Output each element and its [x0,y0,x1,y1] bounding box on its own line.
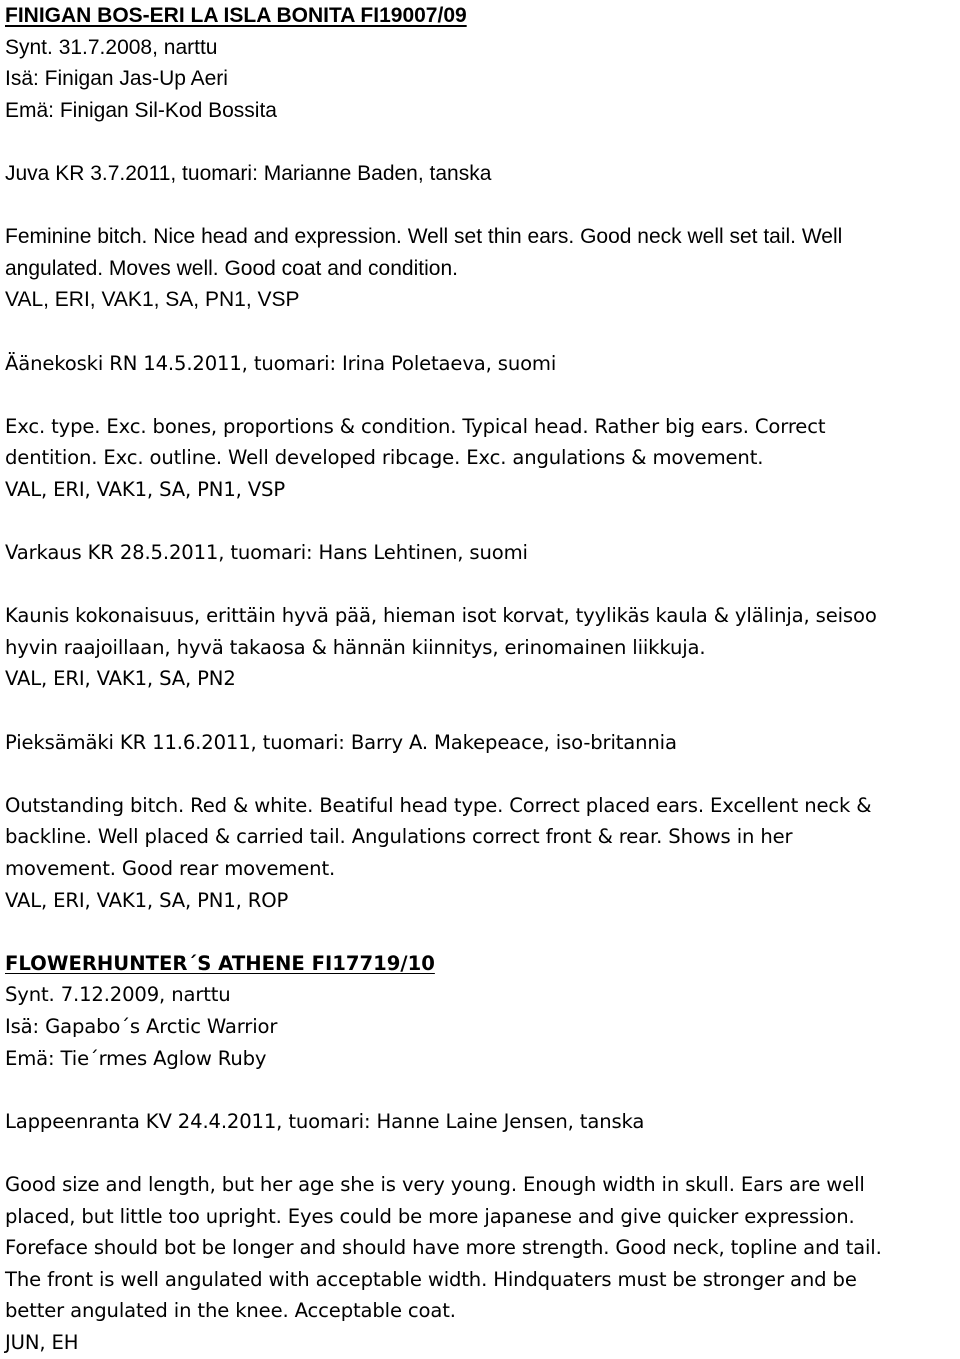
critique-line: Good size and length, but her age she is very young. Enough width in skull. Ears are well [5,1172,865,1196]
critique-line: dentition. Exc. outline. Well developed ribcage. Exc. angulations & movement. [5,446,764,470]
critique-line: hyvin raajoillaan, hyvä takaosa & hännän kiinnitys, erinomainen liikkuja. [5,635,706,659]
spacer [5,126,955,158]
spacer [5,1074,955,1106]
dog-dam: Emä: Tie´rmes Aglow Ruby [5,1046,267,1070]
spacer [5,506,955,538]
dog-dam: Emä: Finigan Sil-Kod Bossita [5,98,277,122]
dog-birth-info: Synt. 31.7.2008, narttu [5,35,218,59]
critique-line: Feminine bitch. Nice head and expression. Well set thin ears. Good neck well set tail. Well [5,225,843,249]
spacer [5,758,955,790]
spacer [5,1137,955,1169]
spacer [5,316,955,348]
dog-title: FINIGAN BOS-ERI LA ISLA BONITA FI19007/09 [5,4,467,27]
dog-birth-info: Synt. 7.12.2009, narttu [5,983,231,1007]
critique-line: backline. Well placed & carried tail. Angulations correct front & rear. Shows in her [5,825,793,849]
show-header: Äänekoski RN 14.5.2011, tuomari: Irina Poletaeva, suomi [5,351,557,375]
critique-line: angulated. Moves well. Good coat and condition. [5,256,458,280]
critique-line: Kaunis kokonaisuus, erittäin hyvä pää, hieman isot korvat, tyylikäs kaula & ylälinja, seisoo [5,604,877,628]
spacer [5,916,955,948]
critique-line: Outstanding bitch. Red & white. Beatiful head type. Correct placed ears. Excellent neck & [5,793,872,817]
show-result: JUN, EH [5,1330,79,1354]
critique-line: The front is well angulated with acceptable width. Hindquaters must be stronger and be [5,1267,857,1291]
show-result: VAL, ERI, VAK1, SA, PN1, VSP [5,477,285,501]
show-header: Lappeenranta KV 24.4.2011, tuomari: Hanne Laine Jensen, tanska [5,1109,645,1133]
show-header: Juva KR 3.7.2011, tuomari: Marianne Baden, tanska [5,161,492,185]
spacer [5,190,955,222]
dog-title: FLOWERHUNTER´S ATHENE FI17719/10 [5,951,435,975]
critique-line: Foreface should bot be longer and should have more strength. Good neck, topline and tail. [5,1236,882,1260]
spacer [5,379,955,411]
spacer [5,569,955,601]
show-result: VAL, ERI, VAK1, SA, PN2 [5,667,236,691]
show-result: VAL, ERI, VAK1, SA, PN1, ROP [5,888,289,912]
show-result: VAL, ERI, VAK1, SA, PN1, VSP [5,288,300,312]
spacer [5,695,955,727]
show-header: Varkaus KR 28.5.2011, tuomari: Hans Lehtinen, suomi [5,541,528,565]
show-header: Pieksämäki KR 11.6.2011, tuomari: Barry A. Makepeace, iso-britannia [5,730,677,754]
critique-line: movement. Good rear movement. [5,857,336,881]
critique-line: placed, but little too upright. Eyes could be more japanese and give quicker expression. [5,1204,855,1228]
critique-line: better angulated in the knee. Acceptable coat. [5,1299,456,1323]
dog-sire: Isä: Gapabo´s Arctic Warrior [5,1015,278,1038]
document-page [5,0,955,1359]
dog-sire: Isä: Finigan Jas-Up Aeri [5,67,228,91]
critique-line: Exc. type. Exc. bones, proportions & condition. Typical head. Rather big ears. Correct [5,414,826,438]
